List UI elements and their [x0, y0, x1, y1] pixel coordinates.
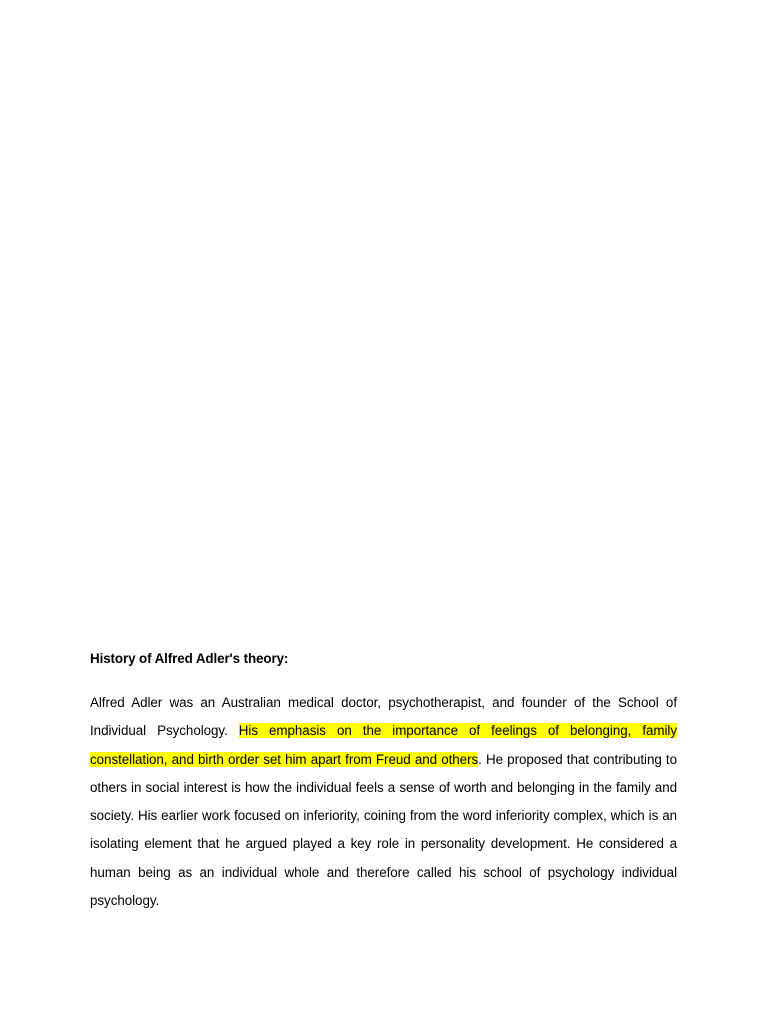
- paragraph-text-start: Alfred Adler was an Australian medical doctor, psychotherapist, and founder of the School of Individual Psychology.: [90, 695, 677, 739]
- paragraph-text-end: . He proposed that contributing to others in social interest is how the individual feels a sense of worth and belonging in the family and society. His earlier work focused on inferiority, coining from the word inferiority complex, which is an isolating element that he argued played a key role in personality development. He considered a human being as an individual whole and therefore called his school of psychology individual psychology.: [90, 751, 677, 909]
- section-heading: History of Alfred Adler's theory:: [90, 651, 289, 666]
- highlighted-text: His emphasis on the importance of feelings of belonging, family constellation, and birth order set him apart from Freud and others: [90, 723, 677, 767]
- document-content: [90, 648, 677, 915]
- body-paragraph: [90, 689, 677, 915]
